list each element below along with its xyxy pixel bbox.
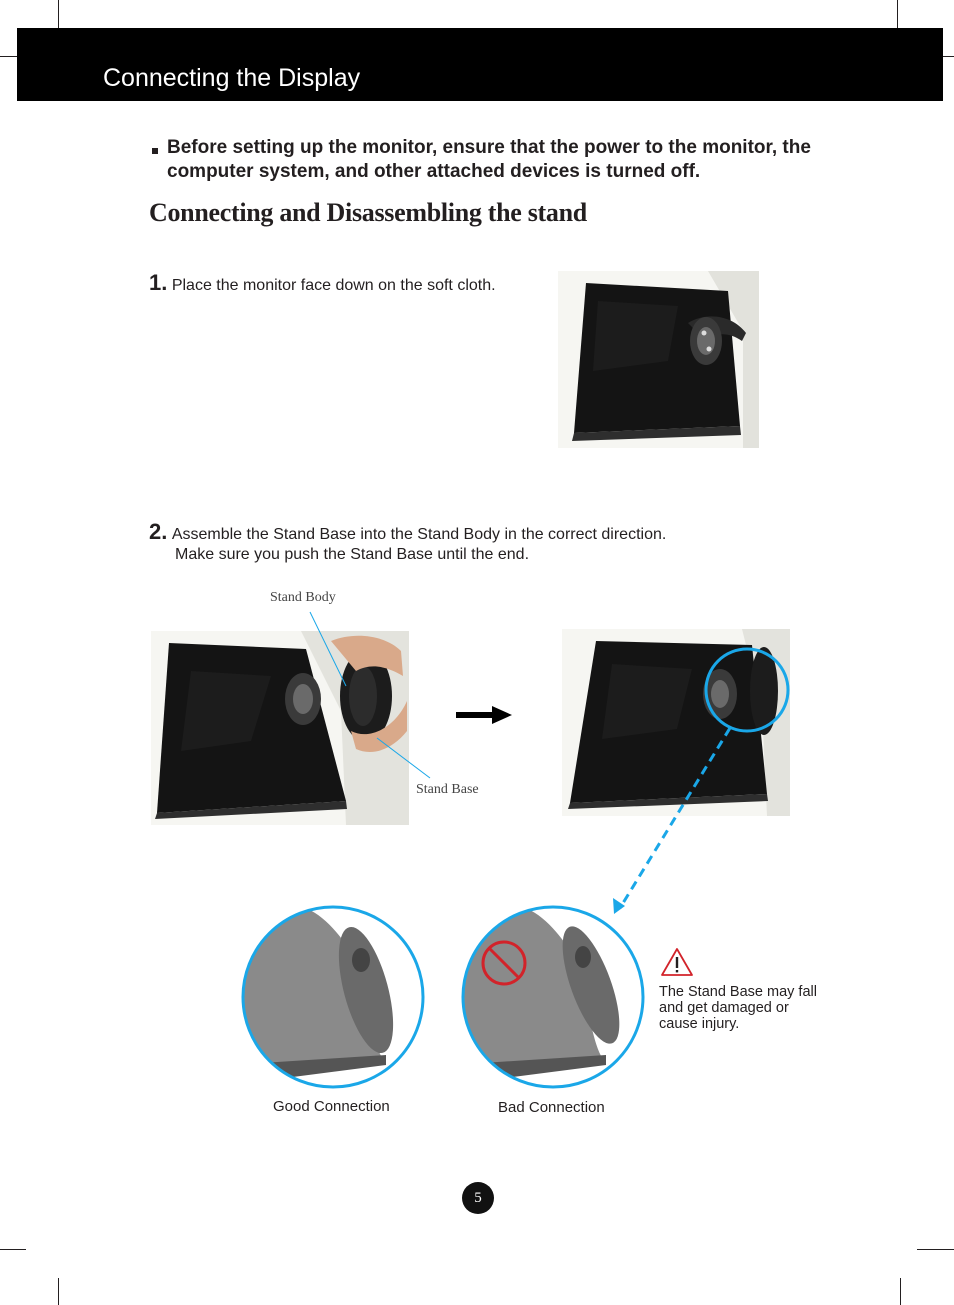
good-connection-detail [241,905,425,1089]
page-title: Connecting the Display [103,64,361,92]
step-text: Place the monitor face down on the soft cloth. [171,277,496,294]
good-connection-caption: Good Connection [273,1098,390,1115]
bad-connection-caption: Bad Connection [498,1099,605,1116]
step-text: Assemble the Stand Base into the Stand Body in the correct direction. [171,526,667,543]
step-number: 2. [149,519,168,544]
page-number: 5 [462,1182,494,1214]
stand-base-label: Stand Base [416,782,479,797]
bad-connection-detail [461,905,645,1089]
warning-triangle-icon [661,948,693,976]
step-number: 1. [149,270,168,295]
warning-text: The Stand Base may fall and get damaged or cause injury. [659,984,817,1032]
section-title: Connecting and Disassembling the stand [149,198,587,227]
stand-body-label: Stand Body [270,590,336,605]
safety-note: Before setting up the monitor, ensure that the power to the monitor, the computer system, and other attached devices is turned off. [167,137,811,182]
step-text-line-2: Make sure you push the Stand Base until the end. [175,546,530,563]
